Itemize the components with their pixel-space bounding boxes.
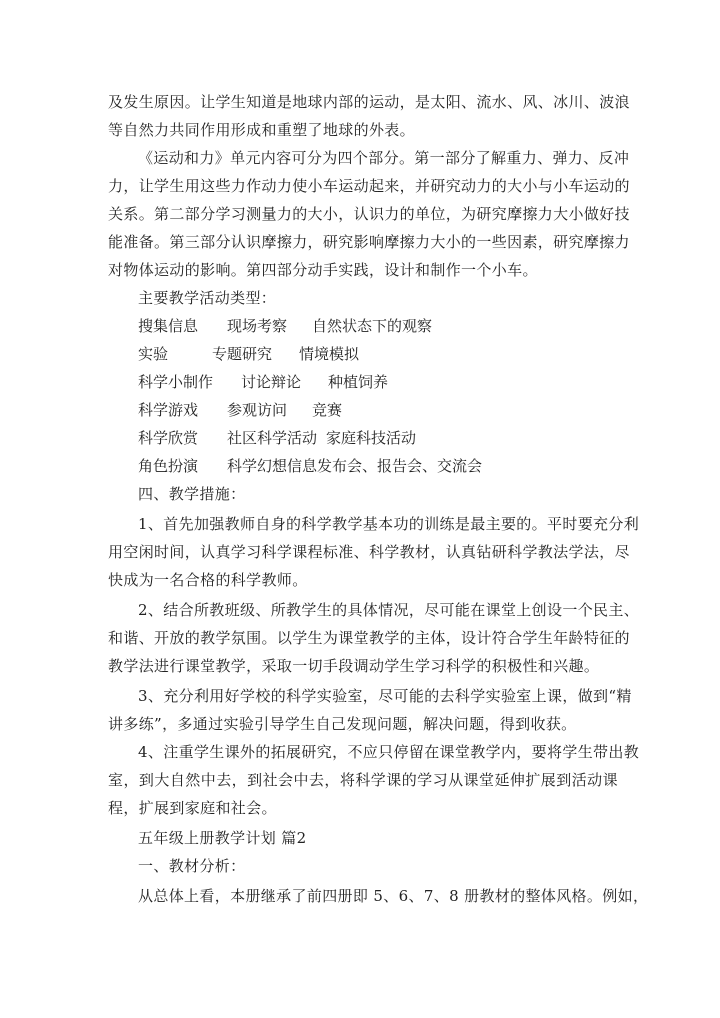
body-text-line: 《运动和力》单元内容可分为四个部分。第一部分了解重力、弹力、反冲 — [138, 149, 630, 167]
body-text-line: 教学法进行课堂教学，采取一切手段调动学生学习科学的积极性和兴趣。 — [108, 657, 600, 675]
body-text-line: 用空闲时间，认真学习科学课程标准、科学教材，认真钻研科学教法学法，尽 — [108, 543, 630, 561]
body-text-line: 从总体上看，本册继承了前四册即 5、6、7、8 册教材的整体风格。例如， — [138, 887, 649, 905]
body-text-line: 2、结合所教班级、所教学生的具体情况，尽可能在课堂上创设一个民主、 — [138, 601, 640, 619]
activity-item: 现场考察 — [227, 317, 288, 335]
activity-item: 科学幻想信息发布会、报告会、交流会 — [227, 457, 483, 475]
body-text-line: 1、首先加强教师自身的科学教学基本功的训练是最主要的。平时要充分利 — [138, 515, 640, 533]
body-text-line: 讲多练”，多通过实验引导学生自己发现问题，解决问题，得到收获。 — [108, 715, 577, 733]
section-heading: 四、教学措施： — [138, 485, 246, 503]
body-text-line: 等自然力共同作用形成和重塑了地球的外表。 — [108, 121, 416, 139]
body-text-line: 及发生原因。让学生知道是地球内部的运动，是太阳、流水、风、冰川、波浪 — [108, 93, 630, 111]
activity-item: 搜集信息 — [138, 317, 199, 335]
activity-heading: 主要教学活动类型： — [138, 289, 277, 307]
body-text-line: 4、注重学生课外的拓展研究，不应只停留在课堂教学内，要将学生带出教 — [138, 743, 640, 761]
activity-item: 科学小制作 — [138, 373, 214, 391]
body-text-line: 室，到大自然中去，到社会中去，将科学课的学习从课堂延伸扩展到活动课 — [108, 771, 618, 789]
activity-item: 角色扮演 — [138, 457, 199, 475]
activity-item: 讨论辩论 — [241, 373, 302, 391]
activity-item: 竞赛 — [312, 401, 343, 419]
body-text-line: 程，扩展到家庭和社会。 — [108, 799, 277, 817]
body-text-line: 3、充分利用好学校的科学实验室，尽可能的去科学实验室上课，做到“精 — [138, 687, 632, 705]
body-text-line: 快成为一名合格的科学教师。 — [108, 571, 308, 589]
section-title: 五年级上册教学计划 篇2 — [138, 829, 307, 847]
body-text-line: 关系。第二部分学习测量力的大小，认识力的单位，为研究摩擦力大小做好技 — [108, 205, 630, 223]
subsection-heading: 一、教材分析： — [138, 857, 246, 875]
body-text-line: 能准备。第三部分认识摩擦力，研究影响摩擦力大小的一些因素，研究摩擦力 — [108, 233, 630, 251]
body-text-line: 和谐、开放的教学氛围。以学生为课堂教学的主体，设计符合学生年龄特征的 — [108, 629, 630, 647]
body-text-line: 力，让学生用这些力作动力使小车运动起来，并研究动力的大小与小车运动的 — [108, 177, 630, 195]
activity-item: 参观访问 — [227, 401, 288, 419]
activity-item: 情境模拟 — [299, 345, 360, 363]
activity-item: 实验 — [138, 345, 169, 363]
activity-item: 自然状态下的观察 — [312, 317, 433, 335]
activity-item: 种植饲养 — [328, 373, 389, 391]
activity-item: 科学游戏 — [138, 401, 199, 419]
activity-item: 家庭科技活动 — [326, 429, 417, 447]
body-text-line: 对物体运动的影响。第四部分动手实践，设计和制作一个小车。 — [108, 261, 538, 279]
activity-item: 社区科学活动 — [227, 429, 318, 447]
activity-item: 科学欣赏 — [138, 429, 199, 447]
activity-item: 专题研究 — [212, 345, 273, 363]
